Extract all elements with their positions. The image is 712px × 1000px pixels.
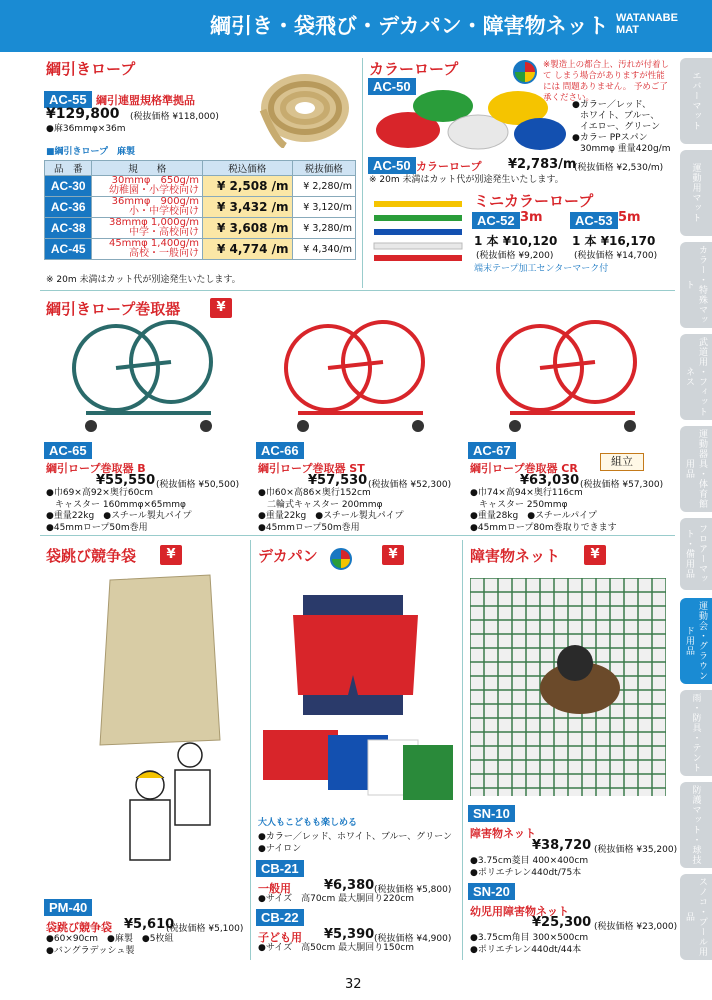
tax-price: (税抜価格 ¥118,000)	[130, 112, 219, 122]
product-spec: ●45mmロープ50m巻用	[258, 522, 360, 533]
product-name: 綱引ロープ巻取器 CR	[470, 462, 578, 475]
sidebar-tab[interactable]: 運動用マット	[680, 150, 712, 236]
pants-image	[258, 575, 456, 815]
product-price: 1 本 ¥10,120	[474, 234, 558, 248]
product-code: AC-52	[472, 212, 520, 229]
product-name: 一般用	[258, 882, 291, 895]
table-row: AC-30 30mmφ 650g/m 幼稚園・小学校向け ¥ 2,508 /m ¥ 2,280/m	[45, 176, 356, 197]
rope-price-table	[44, 160, 356, 260]
product-spec: ●巾74×高94×奥行116cm	[470, 488, 583, 498]
tax-price: (税抜価格 ¥50,500)	[156, 480, 240, 490]
sidebar-tab[interactable]: スノコ・プール用品	[680, 874, 712, 960]
product-name: 綱引連盟規格準拠品	[96, 94, 195, 107]
yen-badge-icon: ¥	[210, 298, 232, 318]
section-title-pants: デカパン	[258, 547, 318, 565]
product-spec: ●ポリエチレン440dt/75本	[470, 868, 582, 878]
product-spec: ●45mmロープ80m巻取りできます	[470, 522, 617, 533]
reel-image	[46, 318, 242, 438]
tax-price: (税抜価格 ¥9,200)	[476, 251, 554, 261]
product-spec: ●3.75cm角目 300×500cm	[470, 933, 589, 943]
product-spec: 二輪式キャスター 200mmφ	[258, 499, 383, 510]
product-price: ¥6,380	[324, 878, 375, 893]
tax-price: (税抜価格 ¥5,100)	[166, 924, 244, 934]
product-spec: ●麻36mmφ×36m	[46, 124, 126, 134]
yen-badge-icon: ¥	[160, 545, 182, 565]
product-spec: ●バングラデッシュ製	[46, 946, 135, 956]
tax-price: (税抜価格 ¥2,530/m)	[574, 163, 664, 173]
product-spec: ●3.75cm菱目 400×400cm	[470, 856, 589, 866]
product-code: AC-50	[368, 78, 416, 95]
product-code: SN-10	[468, 805, 515, 822]
divider	[40, 290, 675, 291]
product-spec: ●ポリエチレン440dt/44本	[470, 945, 582, 955]
sidebar-tab[interactable]: 運動器具・体育館用品	[680, 426, 712, 512]
product-name: 綱引ロープ巻取器 ST	[258, 462, 365, 475]
product-spec: ●サイズ 高70cm 最大胴回り220cm	[258, 894, 415, 904]
length-label: 5m	[618, 210, 641, 225]
spec-line: イエロー、グリーン	[580, 122, 661, 132]
reel-image	[470, 318, 666, 438]
product-code: CB-22	[256, 909, 304, 926]
product-price: ¥57,530	[308, 473, 368, 488]
sidebar-tab[interactable]: フロアーマット・備用品	[680, 518, 712, 590]
product-spec: ●45mmロープ50m巻用	[46, 522, 148, 533]
tax-price: (税抜価格 ¥14,700)	[574, 251, 658, 261]
spec-line: 30mmφ 重量420g/m	[580, 144, 671, 154]
product-price: ¥5,610	[124, 917, 175, 932]
product-spec: キャスター 250mmφ	[470, 499, 568, 510]
tax-price: (税抜価格 ¥35,200)	[594, 845, 678, 855]
yen-badge-icon: ¥	[584, 545, 606, 565]
product-name: 障害物ネット	[470, 827, 536, 840]
product-code: AC-53	[570, 212, 618, 229]
reel-image	[258, 318, 454, 438]
yen-badge-icon: ¥	[382, 545, 404, 565]
product-code: PM-40	[44, 899, 92, 916]
product-code: AC-65	[44, 442, 92, 459]
divider	[462, 540, 463, 960]
product-spec: ●60×90cm ●麻製 ●5枚組	[46, 934, 174, 944]
table-row: AC-36 36mmφ 900g/m 小・中学校向け ¥ 3,432 /m ¥ 3,120/m	[45, 197, 356, 218]
section-title-reel: 綱引きロープ巻取器	[46, 300, 181, 318]
product-spec: ●巾69×高92×奥行60cm	[46, 488, 154, 498]
product-price: ¥5,390	[324, 927, 375, 942]
color-badge-icon	[513, 60, 537, 84]
note: ※ 20m 未満はカット代が別途発生いたします。	[46, 275, 241, 285]
sidebar-tab[interactable]: 防護マット・球技	[680, 782, 712, 868]
product-spec: ●カラー／レッド、ホワイト、ブルー、グリーン	[258, 832, 452, 842]
table-row: AC-38 38mmφ 1,000g/m 中学・高校向け ¥ 3,608 /m ¥ 3,280/m	[45, 218, 356, 239]
product-spec: ●サイズ 高50cm 最大胴回り150cm	[258, 943, 415, 953]
assembly-badge: 組立	[600, 453, 644, 471]
mini-rope-image	[370, 195, 466, 265]
catch-copy: 大人もこどもも楽しめる	[258, 818, 358, 828]
rope-image	[255, 60, 355, 148]
product-code: AC-67	[468, 442, 516, 459]
color-badge-icon	[330, 548, 352, 570]
product-spec: ●重量22kg ●スチール製丸パイプ	[46, 511, 192, 521]
tax-price: (税抜価格 ¥5,800)	[374, 885, 452, 895]
product-price: ¥55,550	[96, 473, 156, 488]
tax-price: (税抜価格 ¥57,300)	[580, 480, 664, 490]
product-spec: ●重量22kg ●スチール製丸パイプ	[258, 511, 404, 521]
sidebar-tab[interactable]: 武道用・フィットネス	[680, 334, 712, 420]
product-price: ¥63,030	[520, 473, 580, 488]
sidebar-tab[interactable]: 雨・防具・テント	[680, 690, 712, 776]
length-label: 3m	[520, 210, 543, 225]
sack-image	[90, 570, 240, 900]
sidebar-tab[interactable]: エバーマット	[680, 58, 712, 144]
tax-price: (税抜価格 ¥52,300)	[368, 480, 452, 490]
page-number: 32	[345, 977, 362, 992]
product-name: 袋跳び競争袋	[46, 921, 112, 934]
divider	[40, 535, 675, 536]
section-title-rope: 綱引きロープ	[46, 60, 136, 78]
section-title-net: 障害物ネット	[470, 547, 561, 565]
spec-line: ●カラー／レッド、	[572, 100, 651, 110]
product-price: ¥2,783/m	[508, 157, 577, 172]
warning-note: ※製造上の都合上、汚れが付着して しまう場合がありますが性能には 問題ありません。 予めご了承ください。	[543, 60, 670, 103]
product-name: カラーロープ	[416, 160, 482, 173]
product-code: AC-50	[368, 157, 416, 174]
page-title: 綱引き・袋飛び・デカパン・障害物ネット	[210, 14, 609, 38]
product-spec: キャスター 160mmφ×65mmφ	[46, 499, 186, 510]
table-header: 品 番 規 格 税込価格 税抜価格	[45, 161, 356, 176]
sidebar-tab[interactable]: 運動会・グラウンド用品	[680, 598, 712, 684]
color-rope-image	[368, 86, 568, 152]
note: ※ 20m 未満はカット代が別途発生いたします。	[369, 175, 564, 185]
product-code: AC-55	[44, 91, 92, 108]
product-name: 子ども用	[258, 931, 302, 944]
table-row: AC-45 45mmφ 1,400g/m 高校・一般向け ¥ 4,774 /m ¥ 4,340/m	[45, 239, 356, 260]
table-caption: ■綱引きロープ 麻製	[46, 147, 136, 157]
tax-price: (税抜価格 ¥4,900)	[374, 934, 452, 944]
note: 端末テープ加工センターマーク付	[474, 264, 609, 274]
section-title-mini-rope: ミニカラーロープ	[474, 192, 594, 210]
product-price: 1 本 ¥16,170	[572, 234, 656, 248]
sidebar-tab[interactable]: カラー・特殊マット	[680, 242, 712, 328]
product-spec: ●重量28kg ●スチールパイプ	[470, 511, 597, 521]
spec-line: ホワイト、ブルー、	[580, 111, 660, 121]
divider	[362, 58, 363, 288]
product-code: CB-21	[256, 860, 304, 877]
divider	[250, 540, 251, 960]
product-price: ¥129,800	[46, 106, 120, 122]
product-price: ¥38,720	[532, 838, 592, 853]
product-code: AC-66	[256, 442, 304, 459]
product-name: 綱引ロープ巻取器 B	[46, 462, 146, 475]
product-spec: ●巾60×高86×奥行152cm	[258, 488, 371, 498]
spec-line: ●カラー PPスパン	[572, 133, 648, 143]
section-title-color-rope: カラーロープ	[369, 60, 459, 78]
product-spec: ●ナイロン	[258, 844, 302, 854]
net-image	[470, 578, 666, 796]
product-price: ¥25,300	[532, 915, 592, 930]
tax-price: (税抜価格 ¥23,000)	[594, 922, 678, 932]
section-title-sack: 袋跳び競争袋	[46, 547, 137, 565]
brand-logo: WATANABE MAT	[616, 12, 678, 36]
product-code: SN-20	[468, 883, 515, 900]
product-name: 幼児用障害物ネット	[470, 905, 569, 918]
